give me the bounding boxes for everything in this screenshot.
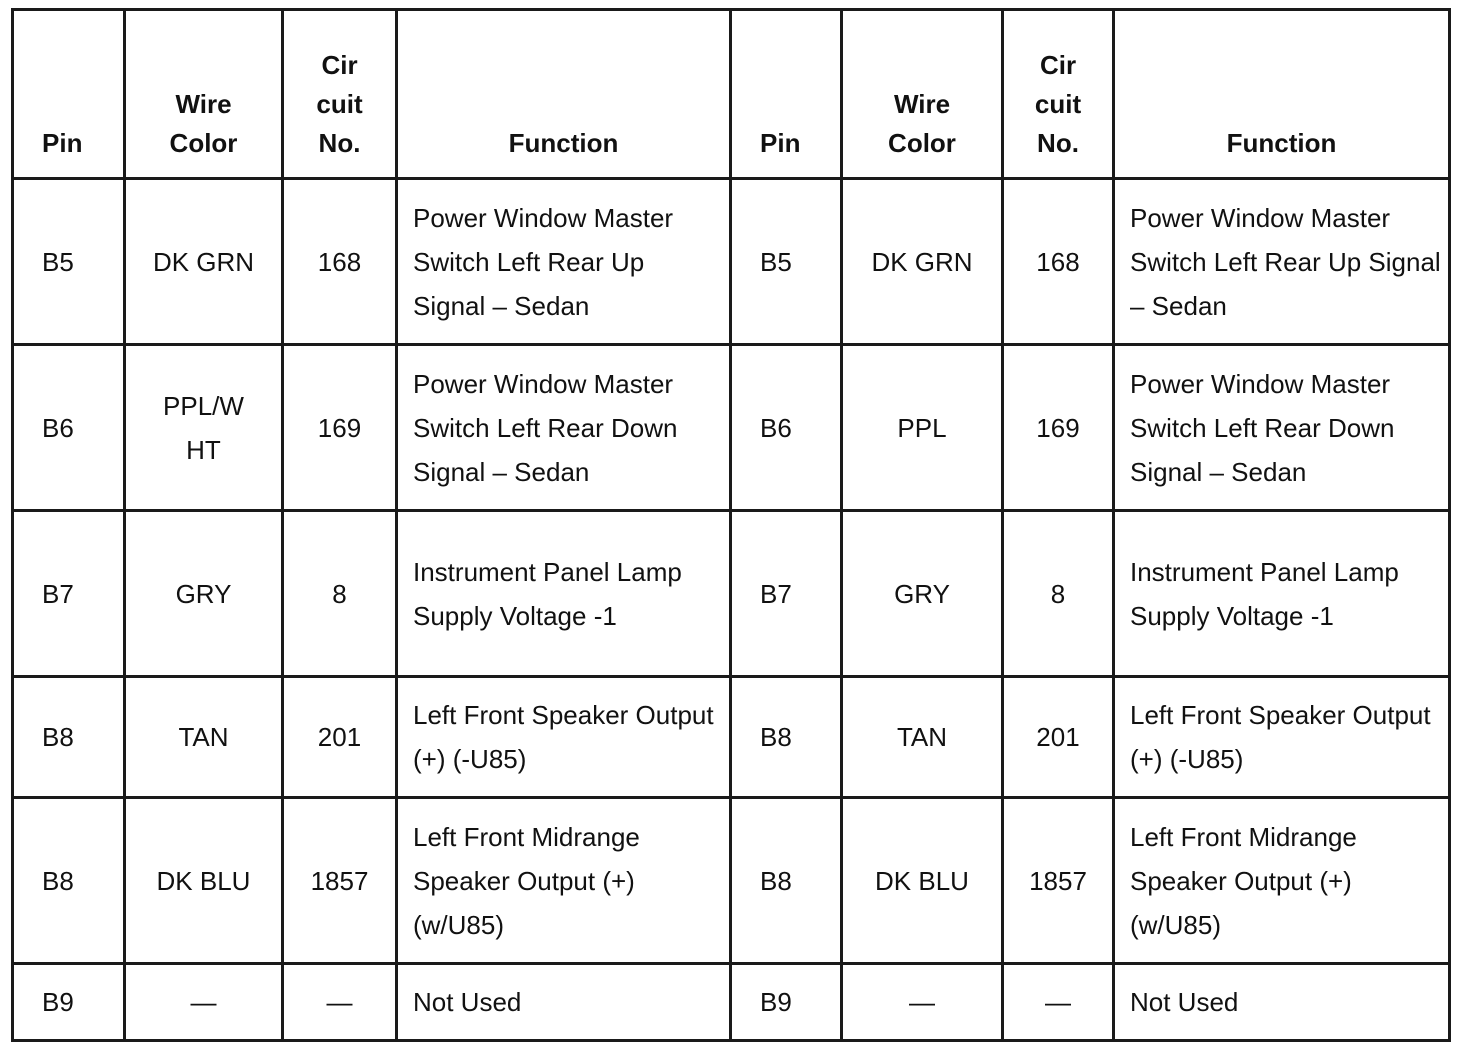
function-cell: Power Window Master Switch Left Rear Down Signal – Sedan: [397, 345, 731, 511]
circuit-cell: 1857: [1003, 798, 1114, 964]
wire-color-cell: DK GRN: [842, 179, 1003, 345]
pin-cell: B8: [731, 798, 842, 964]
header-row: [13, 10, 1450, 179]
function-cell: Left Front Speaker Output (+) (-U85): [397, 677, 731, 798]
pin-cell: B7: [731, 511, 842, 677]
function-cell: Not Used: [1114, 964, 1450, 1041]
header-function: Function: [1114, 10, 1450, 179]
wire-color-cell: —: [125, 964, 283, 1041]
header-pin: Pin: [731, 10, 842, 179]
circuit-cell: —: [283, 964, 397, 1041]
function-cell: Power Window Master Switch Left Rear Down Signal – Sedan: [1114, 345, 1450, 511]
wire-color-cell: —: [842, 964, 1003, 1041]
wire-color-cell: DK GRN: [125, 179, 283, 345]
circuit-cell: 201: [1003, 677, 1114, 798]
header-wire-color: Wire Color: [125, 10, 283, 179]
function-cell: Power Window Master Switch Left Rear Up Signal – Sedan: [397, 179, 731, 345]
circuit-cell: 8: [1003, 511, 1114, 677]
function-cell: Instrument Panel Lamp Supply Voltage -1: [397, 511, 731, 677]
circuit-cell: 169: [1003, 345, 1114, 511]
wire-color-cell: DK BLU: [842, 798, 1003, 964]
function-cell: Left Front Midrange Speaker Output (+) (w/U85): [397, 798, 731, 964]
wire-color-cell: DK BLU: [125, 798, 283, 964]
wire-color-cell: GRY: [842, 511, 1003, 677]
wire-color-cell: PPL: [842, 345, 1003, 511]
header-circuit-no: Cir cuit No.: [283, 10, 397, 179]
circuit-cell: 168: [1003, 179, 1114, 345]
pin-cell: B6: [731, 345, 842, 511]
header-function: Function: [397, 10, 731, 179]
circuit-cell: 1857: [283, 798, 397, 964]
wire-color-text: PPL/WHT: [163, 390, 244, 465]
function-cell: Left Front Speaker Output (+) (-U85): [1114, 677, 1450, 798]
wire-color-cell: TAN: [125, 677, 283, 798]
circuit-cell: —: [1003, 964, 1114, 1041]
function-cell: Instrument Panel Lamp Supply Voltage -1: [1114, 511, 1450, 677]
table-row: [13, 964, 1450, 1041]
circuit-cell: 201: [283, 677, 397, 798]
wire-color-cell: GRY: [125, 511, 283, 677]
pin-cell: B9: [13, 964, 125, 1041]
pin-cell: B8: [13, 798, 125, 964]
pin-cell: B7: [13, 511, 125, 677]
function-cell: Power Window Master Switch Left Rear Up Signal – Sedan: [1114, 179, 1450, 345]
pin-cell: B8: [13, 677, 125, 798]
function-cell: Left Front Midrange Speaker Output (+) (w/U85): [1114, 798, 1450, 964]
connector-pinout-table: [11, 8, 1451, 1042]
pin-cell: B5: [731, 179, 842, 345]
pin-cell: B5: [13, 179, 125, 345]
header-wire-color: Wire Color: [842, 10, 1003, 179]
header-pin: Pin: [13, 10, 125, 179]
pin-cell: B9: [731, 964, 842, 1041]
table-row: [13, 179, 1450, 345]
wire-color-cell: TAN: [842, 677, 1003, 798]
circuit-cell: 8: [283, 511, 397, 677]
circuit-cell: 169: [283, 345, 397, 511]
circuit-cell: 168: [283, 179, 397, 345]
table-row: [13, 677, 1450, 798]
table-row: [13, 798, 1450, 964]
pin-cell: B8: [731, 677, 842, 798]
wire-color-cell: [125, 345, 283, 511]
table-row: [13, 511, 1450, 677]
pin-cell: B6: [13, 345, 125, 511]
header-circuit-no: Cir cuit No.: [1003, 10, 1114, 179]
table-row: [13, 345, 1450, 511]
function-cell: Not Used: [397, 964, 731, 1041]
